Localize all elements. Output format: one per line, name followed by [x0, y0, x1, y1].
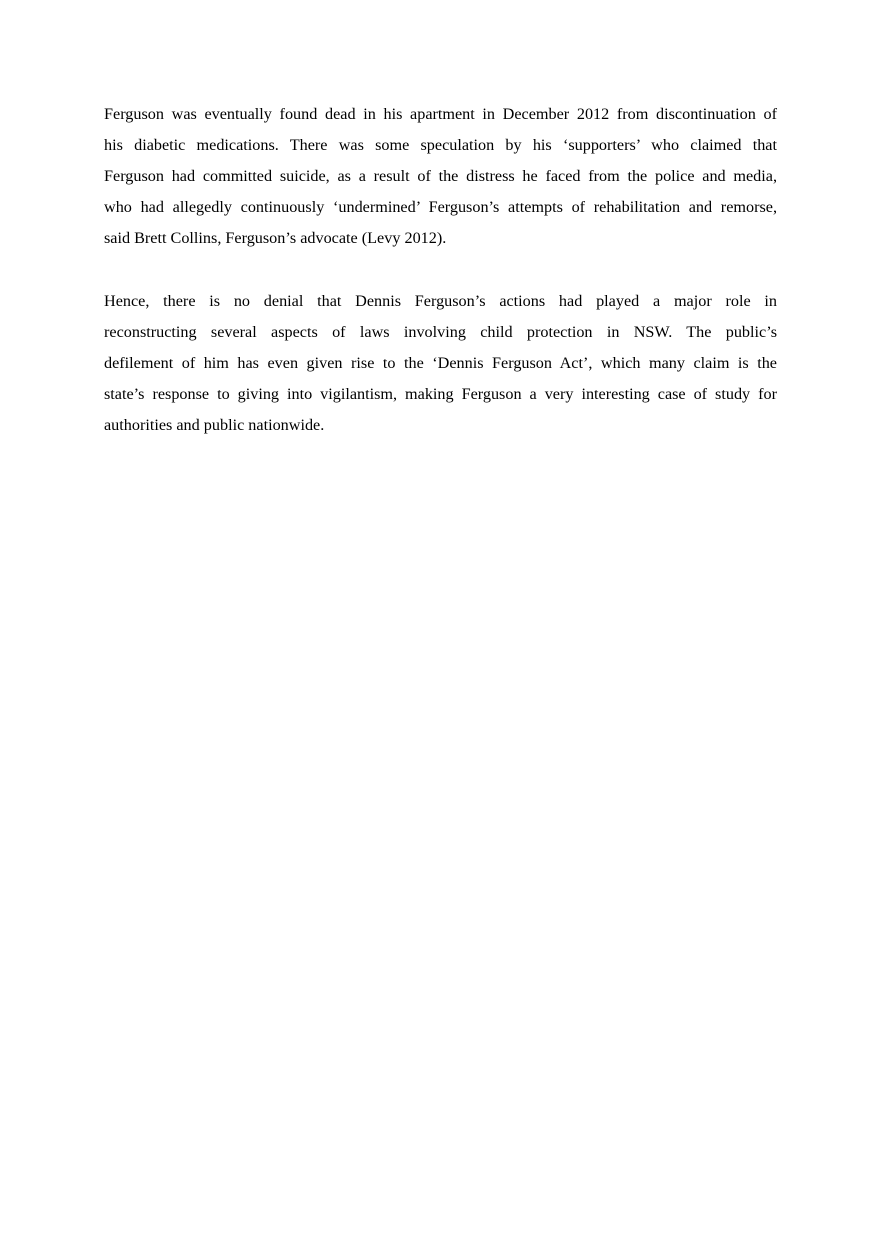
- paragraph-line: Ferguson was eventually found dead in his apartment in December 2012 from discontinuation of: [104, 105, 777, 123]
- paragraph-line: his diabetic medications. There was some speculation by his ‘supporters’ who claimed that: [104, 136, 777, 154]
- paragraph-line: said Brett Collins, Ferguson’s advocate (Levy 2012).: [104, 229, 447, 247]
- paragraph-line: Ferguson had committed suicide, as a result of the distress he faced from the police and media,: [104, 167, 777, 185]
- paragraph-conclusion: [104, 286, 777, 441]
- paragraph-line: defilement of him has even given rise to the ‘Dennis Ferguson Act’, which many claim is the: [104, 354, 777, 372]
- paragraph-line: authorities and public nationwide.: [104, 416, 325, 434]
- paragraph-ferguson-death: [104, 99, 777, 254]
- paragraph-line: state’s response to giving into vigilantism, making Ferguson a very interesting case of study for: [104, 385, 777, 403]
- paragraph-line: who had allegedly continuously ‘undermined’ Ferguson’s attempts of rehabilitation and remorse,: [104, 198, 777, 216]
- paragraph-line: reconstructing several aspects of laws involving child protection in NSW. The public’s: [104, 323, 777, 341]
- paragraph-line: Hence, there is no denial that Dennis Ferguson’s actions had played a major role in: [104, 292, 777, 310]
